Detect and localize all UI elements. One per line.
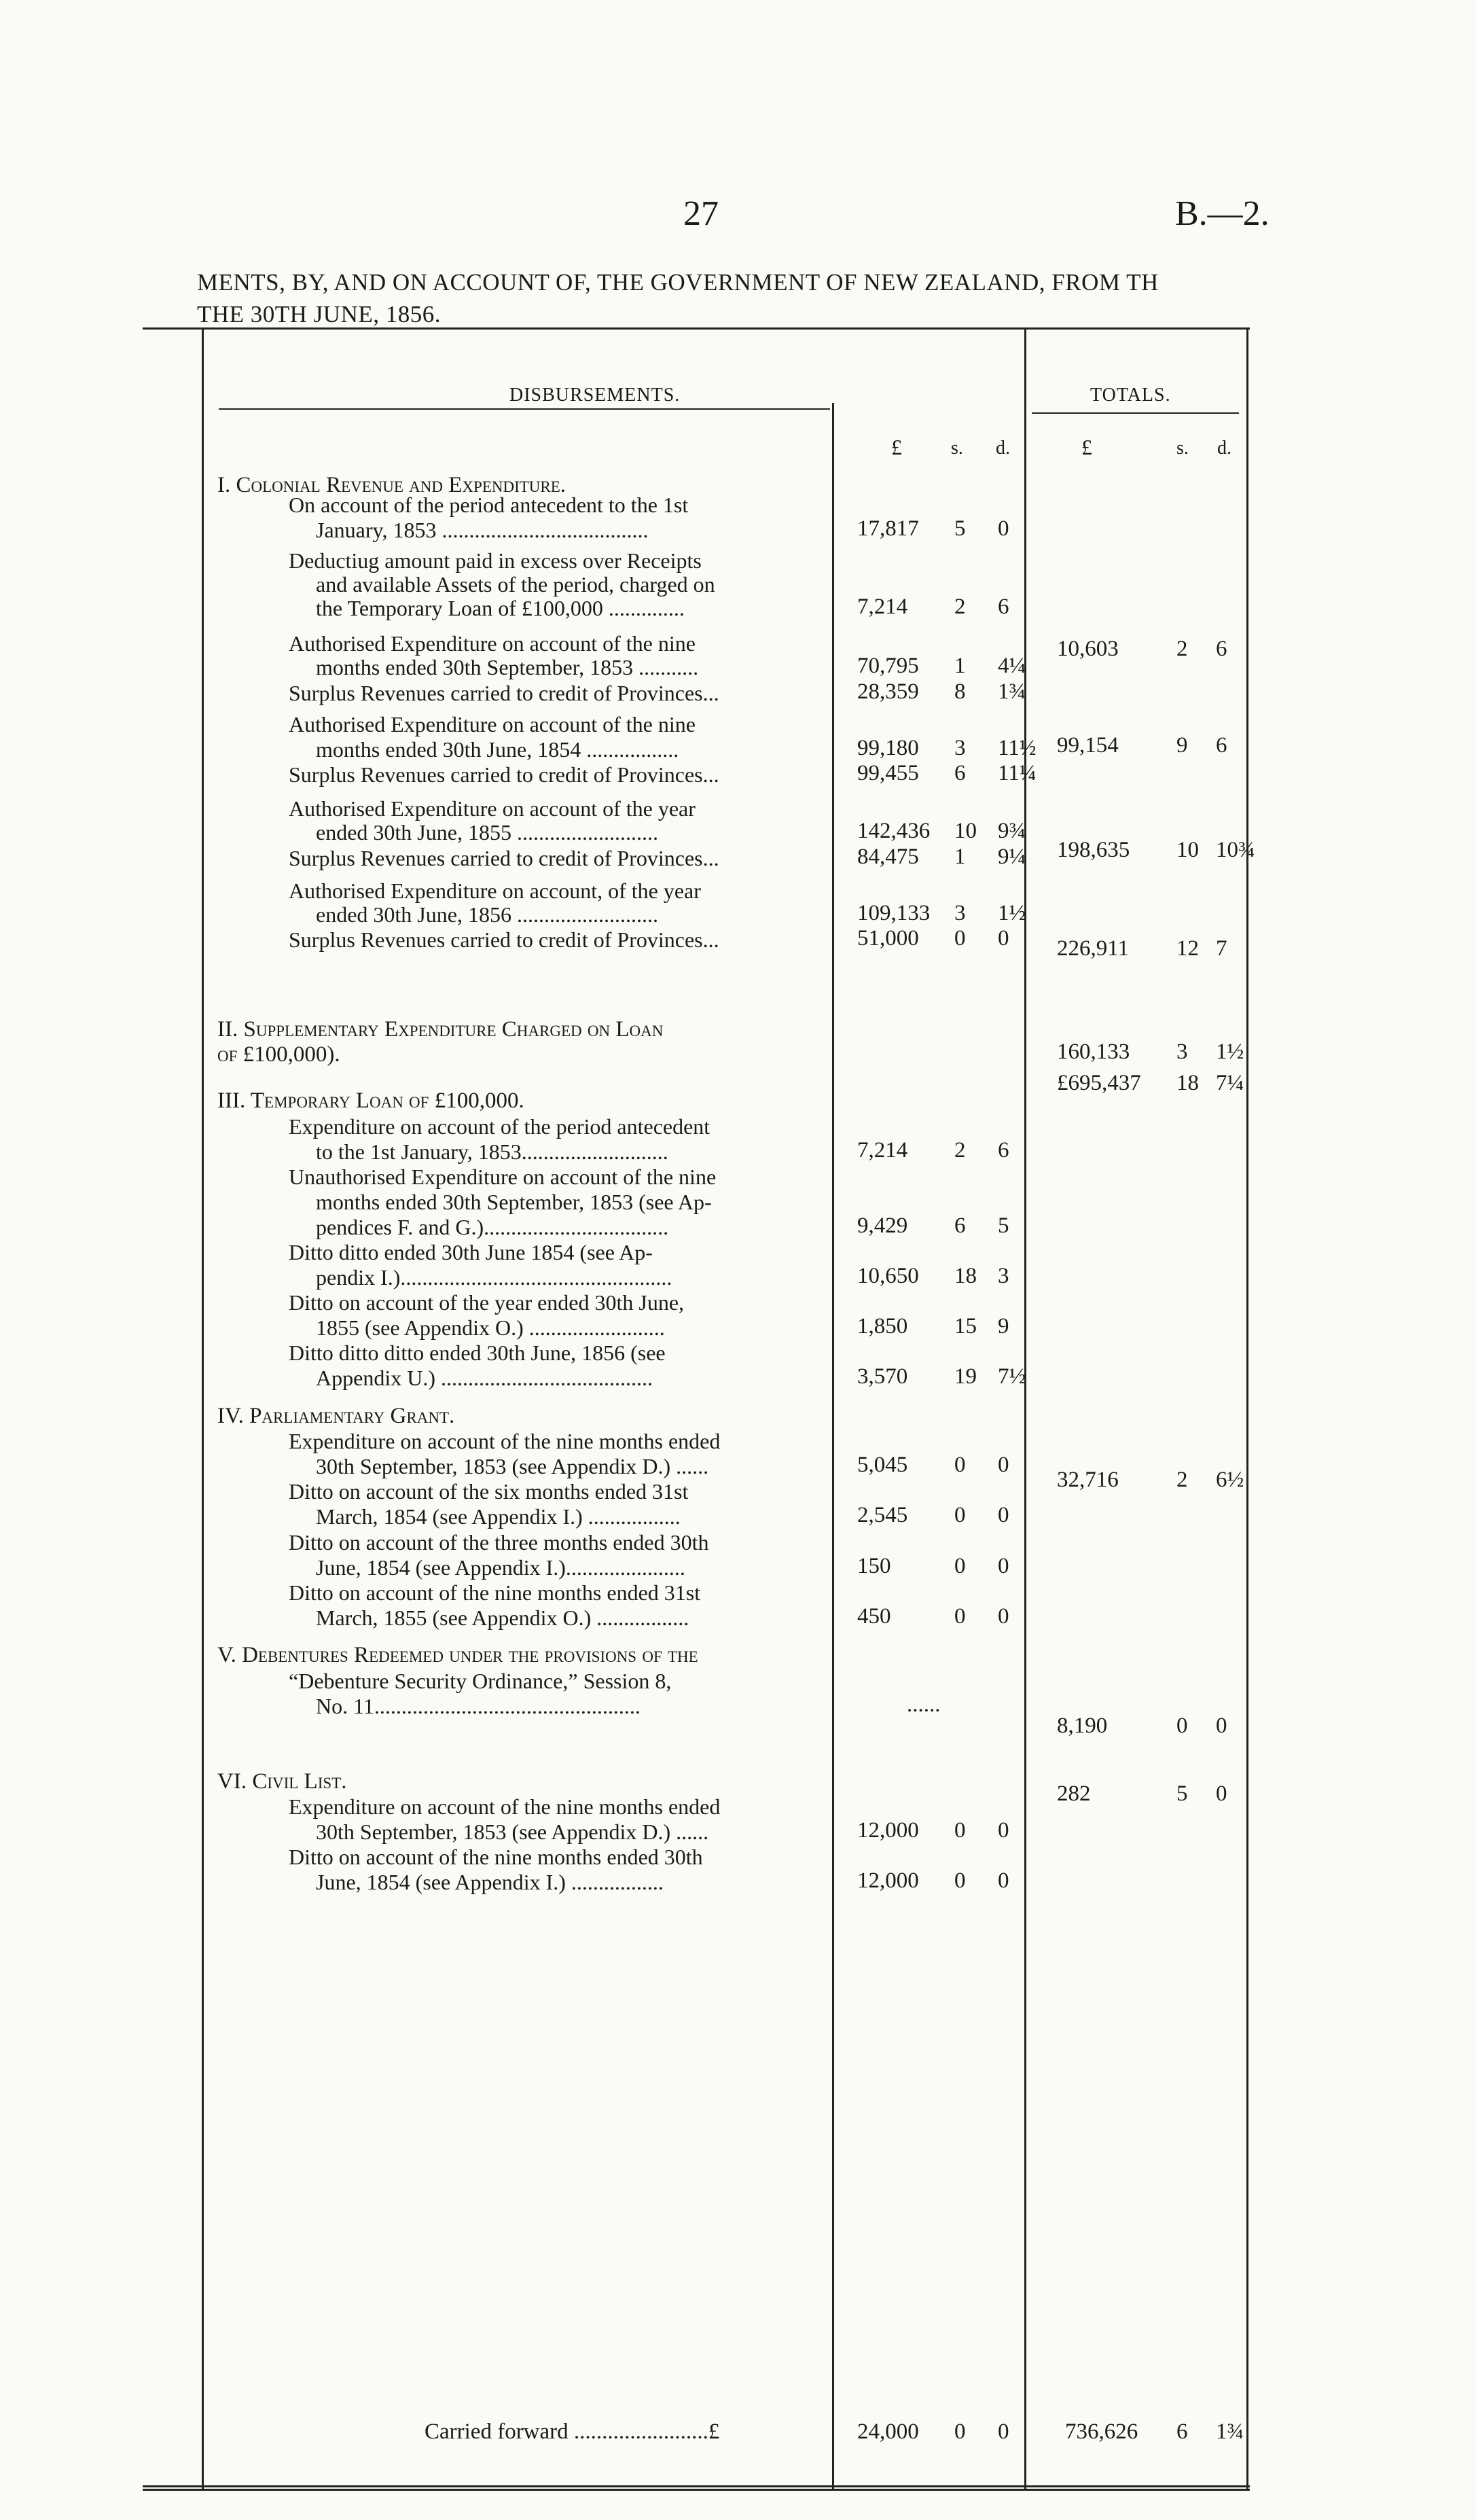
table-bottom-rule-hidden: [143, 2485, 1250, 2487]
amount-shillings: 2: [954, 1137, 966, 1163]
disbursement-line: 30th September, 1853 (see Appendix D.) ......: [316, 1454, 709, 1479]
amount-pence: 11½: [998, 736, 1037, 761]
section-heading: of £100,000).: [217, 1042, 340, 1067]
total-pounds: 32,716: [1057, 1468, 1119, 1493]
disbursement-line: the Temporary Loan of £100,000 ..............: [316, 596, 685, 621]
total-shillings: 18: [1176, 1071, 1199, 1096]
amount-shillings: 10: [954, 819, 977, 844]
amount-shillings: 18: [954, 1264, 977, 1289]
carried-forward-total-shillings: 6: [1176, 2419, 1188, 2444]
disbursement-line: Ditto on account of the nine months ended 30th: [289, 1845, 703, 1870]
title-line-1: MENTS, BY, AND ON ACCOUNT OF, THE GOVERNMENT OF NEW ZEALAND, FROM TH: [197, 269, 1159, 296]
page-number: 27: [683, 194, 719, 233]
amount-pence: 5: [998, 1213, 1009, 1238]
disbursement-line: ended 30th June, 1856 ..........................: [316, 902, 658, 927]
section-heading: IV. Parliamentary Grant.: [217, 1404, 455, 1429]
amount-pounds: 99,180: [857, 736, 919, 761]
totals-pence-header: d.: [1217, 437, 1231, 459]
totals-shilling-header: s.: [1176, 437, 1189, 459]
amount-pounds: 5,045: [857, 1453, 908, 1478]
disbursement-line: Authorised Expenditure on account of the nine: [289, 631, 696, 656]
disbursement-line: Surplus Revenues carried to credit of Provinces...: [289, 845, 719, 870]
amount-pounds: 70,795: [857, 654, 919, 679]
disbursement-line: Authorised Expenditure on account of the year: [289, 796, 696, 821]
total-pence: 6: [1216, 733, 1227, 758]
table-top-rule: [143, 327, 1250, 330]
amount-pence: 11¼: [998, 761, 1037, 786]
disbursement-line: June, 1854 (see Appendix I.) .................: [316, 1870, 664, 1895]
amount-shillings: 0: [954, 1818, 966, 1843]
amount-shillings: 3: [954, 736, 966, 761]
amount-pence: 1¾: [998, 679, 1026, 704]
amount-pounds: 3,570: [857, 1364, 908, 1389]
amount-pounds: 10,650: [857, 1264, 919, 1289]
amount-shillings: 1: [954, 654, 966, 679]
carried-forward-amount-shillings: 0: [954, 2419, 966, 2444]
carried-forward-amount-pounds: 24,000: [857, 2419, 919, 2444]
disbursement-line: June, 1854 (see Appendix I.)......................: [316, 1555, 685, 1580]
amount-pounds: 9,429: [857, 1213, 908, 1238]
section-heading: III. Temporary Loan of £100,000.: [217, 1088, 524, 1114]
amount-shillings: 15: [954, 1314, 977, 1339]
carried-forward-total-pence: 1¾: [1216, 2419, 1244, 2444]
amount-pence: 0: [998, 516, 1009, 542]
amount-pounds: 12,000: [857, 1868, 919, 1894]
amount-pence: 0: [998, 1453, 1009, 1478]
disbursement-line: March, 1855 (see Appendix O.) .................: [316, 1605, 689, 1630]
section-heading: II. Supplementary Expenditure Charged on Loan: [217, 1016, 664, 1042]
disbursement-line: “Debenture Security Ordinance,” Session 8,: [289, 1668, 672, 1693]
total-pounds: 226,911: [1057, 936, 1130, 961]
header-rule-right: [1032, 412, 1239, 414]
disbursement-line: months ended 30th June, 1854 .................: [316, 737, 679, 762]
disbursement-line: Ditto on account of the nine months ended 31st: [289, 1580, 701, 1605]
total-pence: 10¾: [1216, 838, 1255, 863]
disbursement-line: Ditto ditto ditto ended 30th June, 1856 (see: [289, 1341, 666, 1366]
total-pounds: 160,133: [1057, 1039, 1130, 1064]
disbursement-line: 30th September, 1853 (see Appendix D.) ......: [316, 1820, 709, 1845]
amount-pounds: 84,475: [857, 844, 919, 869]
table-bottom-rule-2: [143, 2489, 1250, 2491]
total-shillings: 10: [1176, 838, 1199, 863]
totals-column-border: [1024, 327, 1026, 2488]
header-rule-left: [219, 408, 830, 410]
amount-pounds: 28,359: [857, 679, 919, 704]
pence-header: d.: [996, 437, 1010, 459]
amount-pence: 0: [998, 1868, 1009, 1894]
amount-shillings: 0: [954, 1553, 966, 1578]
total-pounds: 99,154: [1057, 733, 1119, 758]
amount-shillings: 6: [954, 1213, 966, 1238]
total-shillings: 3: [1176, 1039, 1188, 1064]
amount-pounds: 17,817: [857, 516, 919, 542]
amount-pounds: 2,545: [857, 1503, 908, 1528]
section-heading: VI. Civil List.: [217, 1769, 347, 1794]
disbursement-line: Ditto on account of the year ended 30th June,: [289, 1290, 685, 1315]
total-pence: 0: [1216, 1714, 1227, 1739]
amount-pence: 7½: [998, 1364, 1026, 1389]
amount-pence: 1½: [998, 900, 1026, 925]
total-pence: 0: [1216, 1781, 1227, 1807]
disbursement-line: pendix I.)..................................................: [316, 1265, 672, 1290]
disbursement-line: Unauthorised Expenditure on account of the nine: [289, 1164, 717, 1189]
total-pounds: 198,635: [1057, 838, 1130, 863]
amount-shillings: 0: [954, 1453, 966, 1478]
amount-shillings: 5: [954, 516, 966, 542]
amount-pence: 0: [998, 1553, 1009, 1578]
amount-pence: 9: [998, 1314, 1009, 1339]
total-shillings: 2: [1176, 1468, 1188, 1493]
amount-pence: 9¾: [998, 819, 1026, 844]
amount-pounds: 450: [857, 1603, 891, 1629]
disbursement-line: Authorised Expenditure on account, of the year: [289, 878, 701, 903]
disbursement-line: Ditto on account of the six months ended 31st: [289, 1479, 689, 1504]
total-pence: 1½: [1216, 1039, 1244, 1064]
disbursement-line: Surplus Revenues carried to credit of Provinces...: [289, 927, 719, 953]
carried-forward-total-pounds: 736,626: [1065, 2419, 1138, 2444]
total-pounds: 10,603: [1057, 636, 1119, 661]
amount-pence: 6: [998, 1137, 1009, 1163]
amount-pence: 4¼: [998, 654, 1026, 679]
section-heading: I. Colonial Revenue and Expenditure.: [217, 472, 566, 497]
document-reference: B.—2.: [1175, 194, 1270, 233]
shilling-header: s.: [951, 437, 963, 459]
amount-shillings: 3: [954, 900, 966, 925]
total-pounds: 8,190: [1057, 1714, 1108, 1739]
totals-header: TOTALS.: [1090, 384, 1171, 406]
total-pounds: 282: [1057, 1781, 1091, 1807]
disbursement-line: 1855 (see Appendix O.) .........................: [316, 1315, 665, 1341]
disbursement-line: January, 1853 ......................................: [316, 518, 649, 543]
amount-shillings: 0: [954, 1603, 966, 1629]
disbursement-line: Appendix U.) .......................................: [316, 1366, 653, 1391]
amount-shillings: 1: [954, 844, 966, 869]
amount-shillings: 0: [954, 1503, 966, 1528]
disbursements-header: DISBURSEMENTS.: [509, 384, 681, 406]
total-pence: 7: [1216, 936, 1227, 961]
total-pence: 6½: [1216, 1468, 1244, 1493]
total-shillings: 5: [1176, 1781, 1188, 1807]
amount-pounds: 12,000: [857, 1818, 919, 1843]
amount-pounds: 51,000: [857, 926, 919, 951]
amount-pence: 9¼: [998, 844, 1026, 869]
amount-shillings: 8: [954, 679, 966, 704]
total-pounds: £695,437: [1057, 1071, 1141, 1096]
amount-pounds: 142,436: [857, 819, 931, 844]
disbursement-line: Ditto on account of the three months ended 30th: [289, 1529, 709, 1555]
disbursement-line: Expenditure on account of the nine months ended: [289, 1794, 721, 1819]
table-left-border: [202, 327, 204, 2488]
amount-shillings: 19: [954, 1364, 977, 1389]
disbursement-line: March, 1854 (see Appendix I.) .................: [316, 1504, 681, 1529]
amount-pounds: 150: [857, 1553, 891, 1578]
amount-pence: 0: [998, 1603, 1009, 1629]
disbursement-line: Deductiug amount paid in excess over Receipts: [289, 548, 702, 573]
totals-pound-header: £: [1081, 434, 1092, 459]
disbursement-line: months ended 30th September, 1853 (see Ap-: [316, 1189, 712, 1214]
pound-header: £: [891, 434, 902, 459]
disbursement-line: ended 30th June, 1855 ..........................: [316, 820, 658, 845]
disbursement-line: Authorised Expenditure on account of the nine: [289, 711, 696, 737]
carried-forward-amount-pence: 0: [998, 2419, 1009, 2444]
total-shillings: 0: [1176, 1714, 1188, 1739]
amount-shillings: 0: [954, 1868, 966, 1894]
amount-pence: 0: [998, 926, 1009, 951]
carried-forward-label: Carried forward ........................£: [425, 2419, 720, 2444]
disbursement-line: Surplus Revenues carried to credit of Provinces...: [289, 680, 719, 705]
disbursement-line: pendices F. and G.)..................................: [316, 1214, 669, 1239]
title-line-2: THE 30TH JUNE, 1856.: [197, 301, 441, 327]
disbursement-line: months ended 30th September, 1853 ...........: [316, 655, 699, 680]
amount-pounds: 99,455: [857, 761, 919, 786]
total-shillings: 12: [1176, 936, 1199, 961]
amount-shillings: 0: [954, 926, 966, 951]
amount-pence: 3: [998, 1264, 1009, 1289]
amount-shillings: 6: [954, 761, 966, 786]
amount-pounds: 7,214: [857, 594, 908, 620]
disbursement-line: No. 11.................................................: [316, 1693, 641, 1718]
amount-pounds: 109,133: [857, 900, 931, 925]
disbursement-line: On account of the period antecedent to the 1st: [289, 493, 689, 518]
section-heading: V. Debentures Redeemed under the provisions of the: [217, 1643, 698, 1668]
disbursement-line: to the 1st January, 1853...........................: [316, 1139, 668, 1164]
disbursement-line: Surplus Revenues carried to credit of Provinces...: [289, 762, 719, 787]
amount-pence: 0: [998, 1818, 1009, 1843]
total-shillings: 2: [1176, 636, 1188, 661]
amount-column-border: [832, 403, 834, 2488]
total-shillings: 9: [1176, 733, 1188, 758]
disbursement-line: Ditto ditto ended 30th June 1854 (see Ap-: [289, 1239, 653, 1264]
total-pence: 7¼: [1216, 1071, 1244, 1096]
total-pence: 6: [1216, 636, 1227, 661]
amount-placeholder: ......: [907, 1692, 941, 1717]
disbursement-line: Expenditure on account of the period antecedent: [289, 1114, 710, 1139]
amount-shillings: 2: [954, 594, 966, 620]
table-right-border: [1246, 327, 1248, 2488]
amount-pounds: 7,214: [857, 1137, 908, 1163]
amount-pence: 0: [998, 1503, 1009, 1528]
disbursement-line: and available Assets of the period, charged on: [316, 572, 715, 597]
disbursement-line: Expenditure on account of the nine months ended: [289, 1429, 721, 1454]
amount-pence: 6: [998, 594, 1009, 620]
amount-pounds: 1,850: [857, 1314, 908, 1339]
